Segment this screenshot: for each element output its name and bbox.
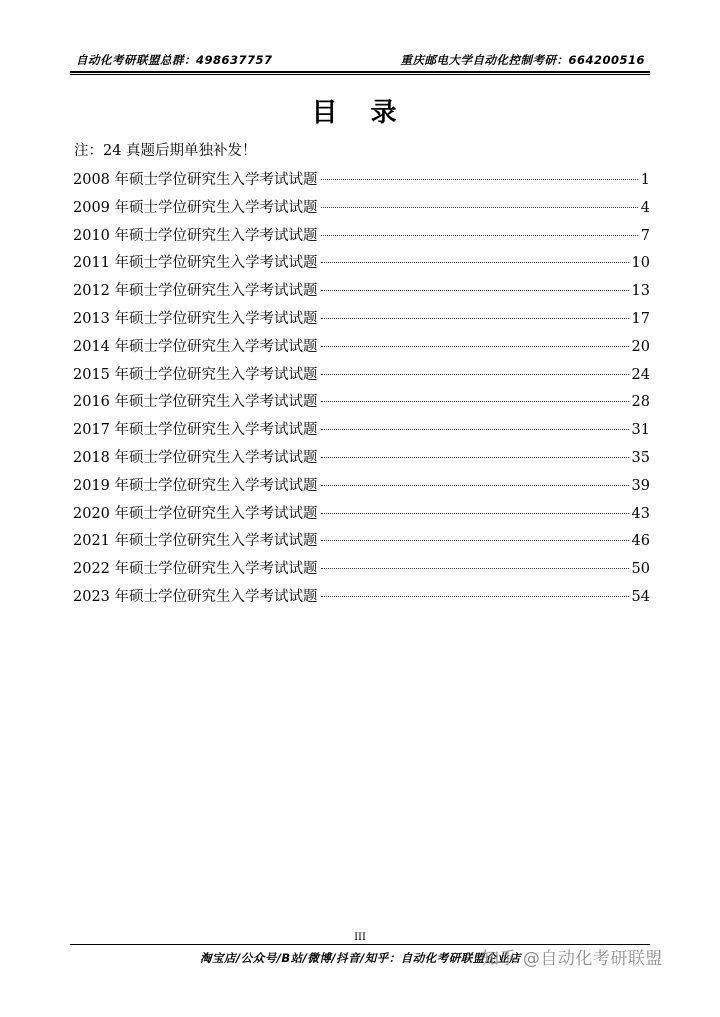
toc-entry[interactable]: [73, 307, 650, 335]
toc-leader-dots: [321, 540, 629, 541]
toc-entry-page: 54: [631, 588, 650, 605]
toc-entry-page: 13: [631, 283, 650, 300]
toc-leader-dots: [321, 207, 638, 208]
toc-entry-page: 17: [631, 310, 650, 327]
toc-entry-label: 2017 年硕士学位研究生入学考试试题: [73, 422, 318, 439]
toc-leader-dots: [321, 318, 629, 319]
toc-leader-dots: [321, 401, 629, 402]
page-number: III: [354, 932, 366, 943]
toc-entry[interactable]: [73, 474, 650, 502]
toc-entry[interactable]: [73, 529, 650, 557]
toc-entry-label: 2019 年硕士学位研究生入学考试试题: [73, 477, 318, 494]
toc-leader-dots: [321, 235, 638, 236]
toc-entry[interactable]: [73, 196, 650, 224]
toc-entry-label: 2012 年硕士学位研究生入学考试试题: [73, 283, 318, 300]
toc-entry-label: 2016 年硕士学位研究生入学考试试题: [73, 394, 318, 411]
toc-entry-page: 35: [631, 449, 650, 466]
zhihu-watermark: 知乎 @自动化考研联盟: [482, 949, 663, 969]
toc-entry[interactable]: [73, 390, 650, 418]
toc-leader-dots: [321, 457, 629, 458]
toc-entry-page: 7: [640, 227, 650, 244]
toc-entry-label: 2023 年硕士学位研究生入学考试试题: [73, 588, 318, 605]
toc-leader-dots: [321, 429, 629, 430]
toc-entry-label: 2022 年硕士学位研究生入学考试试题: [73, 561, 318, 578]
toc-entry-page: 28: [631, 394, 650, 411]
toc-entry[interactable]: [73, 502, 650, 530]
footer-text: 淘宝店/公众号/B站/微博/抖音/知乎：自动化考研联盟企业店: [200, 951, 521, 965]
toc-entry-page: 31: [631, 422, 650, 439]
toc-leader-dots: [321, 290, 629, 291]
header-right-text: 重庆邮电大学自动化控制考研：664200516: [400, 53, 645, 67]
toc-entry-label: 2009 年硕士学位研究生入学考试试题: [73, 199, 318, 216]
toc-entry[interactable]: [73, 585, 650, 613]
toc-leader-dots: [321, 374, 629, 375]
toc-entry-page: 46: [631, 533, 650, 550]
toc-entry-label: 2021 年硕士学位研究生入学考试试题: [73, 533, 318, 550]
toc-entry-label: 2013 年硕士学位研究生入学考试试题: [73, 310, 318, 327]
toc-entry-label: 2015 年硕士学位研究生入学考试试题: [73, 366, 318, 383]
toc-entry[interactable]: [73, 335, 650, 363]
toc-entry-page: 1: [640, 172, 650, 188]
toc-leader-dots: [321, 346, 629, 347]
toc-leader-dots: [321, 485, 629, 486]
toc-entry[interactable]: [73, 251, 650, 279]
toc-leader-dots: [321, 179, 638, 180]
toc-entry[interactable]: [73, 446, 650, 474]
toc-entry[interactable]: [73, 279, 650, 307]
toc-entry[interactable]: [73, 363, 650, 391]
toc-entry-label: 2014 年硕士学位研究生入学考试试题: [73, 338, 318, 355]
toc-entry-label: 2010 年硕士学位研究生入学考试试题: [73, 227, 318, 244]
toc-entry-label: 2018 年硕士学位研究生入学考试试题: [73, 449, 318, 466]
toc-entry-page: 39: [631, 477, 650, 494]
toc-entry-page: 20: [631, 338, 650, 355]
header-left-text: 自动化考研联盟总群：498637757: [76, 53, 273, 67]
toc-entry-page: 50: [631, 561, 650, 578]
toc-entry-page: 43: [631, 505, 650, 522]
toc-entry[interactable]: [73, 557, 650, 585]
toc-entry[interactable]: [73, 224, 650, 252]
toc-entry[interactable]: [73, 168, 650, 196]
toc-entry-page: 10: [631, 255, 650, 272]
table-of-contents: [73, 168, 650, 613]
toc-entry-page: 4: [640, 199, 650, 216]
toc-leader-dots: [321, 596, 629, 597]
toc-entry-page: 24: [631, 366, 650, 383]
toc-entry-label: 2008 年硕士学位研究生入学考试试题: [73, 172, 318, 188]
toc-leader-dots: [321, 262, 629, 263]
page-title: 目 录: [311, 98, 409, 128]
toc-entry-label: 2011 年硕士学位研究生入学考试试题: [73, 255, 318, 272]
toc-leader-dots: [321, 568, 629, 569]
toc-entry-label: 2020 年硕士学位研究生入学考试试题: [73, 505, 318, 522]
header-rule-thin: [70, 74, 650, 75]
toc-leader-dots: [321, 513, 629, 514]
toc-entry[interactable]: [73, 418, 650, 446]
header-rule: [70, 71, 650, 73]
note-text: 注：24 真题后期单独补发！: [74, 143, 257, 159]
